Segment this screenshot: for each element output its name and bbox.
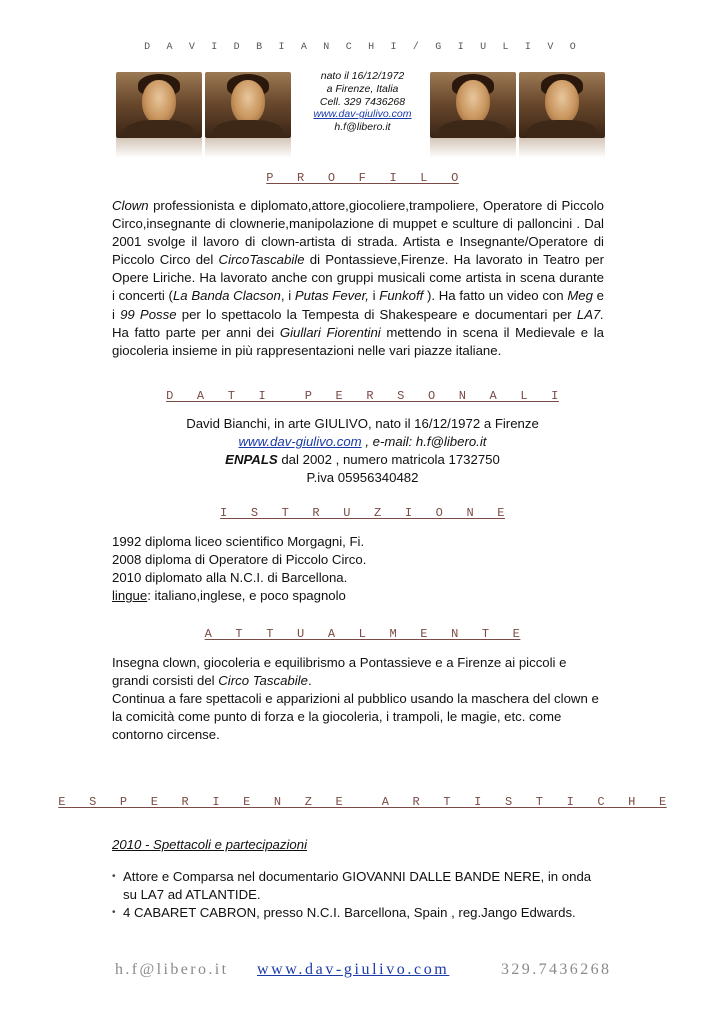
text-italic: Clown: [112, 198, 149, 213]
section-heading-dati-personali: D A T I P E R S O N A L I: [166, 389, 559, 403]
enpals-label: ENPALS: [225, 452, 278, 468]
photo-reflection: [205, 138, 291, 158]
text: di Pontassieve,Firenze. Ha lavorato in Teatro per Opere Liriche. Ha lavorato anche con gruppi musicali come artista in scena durante i concerti (: [112, 252, 604, 304]
dati-piva: P.iva 05956340482: [306, 470, 419, 486]
portrait-photo: [205, 72, 291, 138]
text-italic: LA7.: [576, 306, 604, 322]
text-italic: Giullari Fiorentini: [279, 324, 381, 340]
header-contact: [300, 70, 425, 134]
profilo-paragraph: [112, 197, 604, 360]
dati-personali-block: [0, 415, 725, 487]
text-italic: 99 Posse: [120, 306, 177, 322]
section-heading-esperienze: E S P E R I E N Z E A R T I S T I C H E: [58, 795, 667, 809]
text: i: [368, 288, 380, 304]
section-heading-attualmente: A T T U A L M E N T E: [204, 627, 521, 641]
text: professionista e diplomato,attore,giocoliere,trampoliere, Operatore di Piccolo Circo,insegnante di clownerie,manipolazione di muppet e sculture di palloncini . Dal 2001 svolge il lavoro di clown-artista di strada. Artista e Insegnante/Operatore di Piccolo Circo del: [112, 198, 604, 268]
attualmente-paragraph-1: [112, 654, 606, 690]
portrait-photo: [430, 72, 516, 138]
list-item: 1992 diploma liceo scientifico Morgagni, Fi.: [112, 534, 365, 549]
lingue-value: : italiano,inglese, e poco spagnolo: [147, 588, 346, 604]
phone: Cell. 329 7436268: [319, 95, 406, 108]
text-italic: La Banda Clacson: [172, 288, 281, 304]
text: .: [307, 673, 312, 689]
text: per lo spettacolo la Tempesta di Shakespeare e documentari per: [176, 306, 577, 322]
footer-website-link[interactable]: www.dav-giulivo.com: [257, 961, 450, 978]
website-link[interactable]: www.dav-giulivo.com: [238, 434, 362, 450]
section-heading-istruzione: I S T R U Z I O N E: [220, 506, 505, 520]
email-text: , e-mail: h.f@libero.it: [361, 434, 487, 450]
esperienze-list: [112, 868, 606, 922]
text-italic: Meg: [567, 288, 593, 304]
text-italic: Funkoff: [379, 288, 424, 304]
section-heading-profilo: P R O F I L O: [266, 171, 459, 185]
footer-email[interactable]: h.f@libero.it: [115, 961, 229, 978]
footer-phone: 329.7436268: [501, 961, 612, 978]
text-italic: CircoTascabile: [218, 252, 305, 268]
list-item: 2010 diplomato alla N.C.I. di Barcellona.: [112, 570, 348, 586]
text-italic: Putas Fever,: [294, 288, 369, 304]
photo-reflection: [519, 138, 605, 158]
birth-date: nato il 16/12/1972: [320, 70, 405, 82]
enpals-value: dal 2002 , numero matricola 1732750: [277, 452, 500, 468]
lingue-label: lingue: [112, 588, 148, 604]
list-item: • Attore e Comparsa nel documentario GIOVANNI DALLE BANDE NERE, in onda su LA7 ad ATLANTIDE.: [112, 868, 606, 904]
text: mettendo in scena il Medievale e la giocoleria insieme in più rappresentazioni nelle vari piazze italiane.: [112, 324, 604, 358]
attualmente-paragraph-2: Continua a fare spettacoli e apparizioni al pubblico usando la maschera del clown e la comicità come punto di forza e la giocoleria, i trampoli, le magie, etc. come contorno circense.: [112, 691, 599, 743]
list-item: 2008 diploma di Operatore di Piccolo Circo.: [112, 552, 367, 568]
email[interactable]: h.f@libero.it: [334, 121, 391, 134]
dati-line-2: [0, 433, 725, 451]
dati-line-1: David Bianchi, in arte GIULIVO, nato il 16/12/1972 a Firenze: [186, 416, 539, 431]
text: ). Ha fatto un video con: [423, 288, 568, 304]
text: e i: [112, 288, 605, 322]
page-header-name: D A V I D B I A N C H I / G I U L I V O: [144, 42, 581, 53]
birth-place: a Firenze, Italia: [326, 82, 399, 95]
list-item: • 4 CABARET CABRON, presso N.C.I. Barcellona, Spain , reg.Jango Edwards.: [112, 904, 606, 922]
portrait-photo: [519, 72, 605, 138]
text: Insegna clown, giocoleria e equilibrismo a Pontassieve e a Firenze ai piccoli e grandi corsisti del: [112, 655, 567, 689]
text: , i: [280, 288, 295, 304]
year-subheading: 2010 - Spettacoli e partecipazioni: [112, 837, 308, 852]
attualmente-block: [112, 654, 606, 744]
portrait-photo: [116, 72, 202, 138]
text-italic: Circo Tascabile: [218, 673, 308, 689]
text: Ha fatto parte per anni dei: [112, 324, 280, 340]
photo-reflection: [430, 138, 516, 158]
photo-reflection: [116, 138, 202, 158]
list-item-lingue: [112, 587, 612, 605]
website-link[interactable]: www.dav-giulivo.com: [313, 108, 412, 121]
istruzione-list: [112, 533, 612, 605]
dati-line-3: [0, 451, 725, 469]
